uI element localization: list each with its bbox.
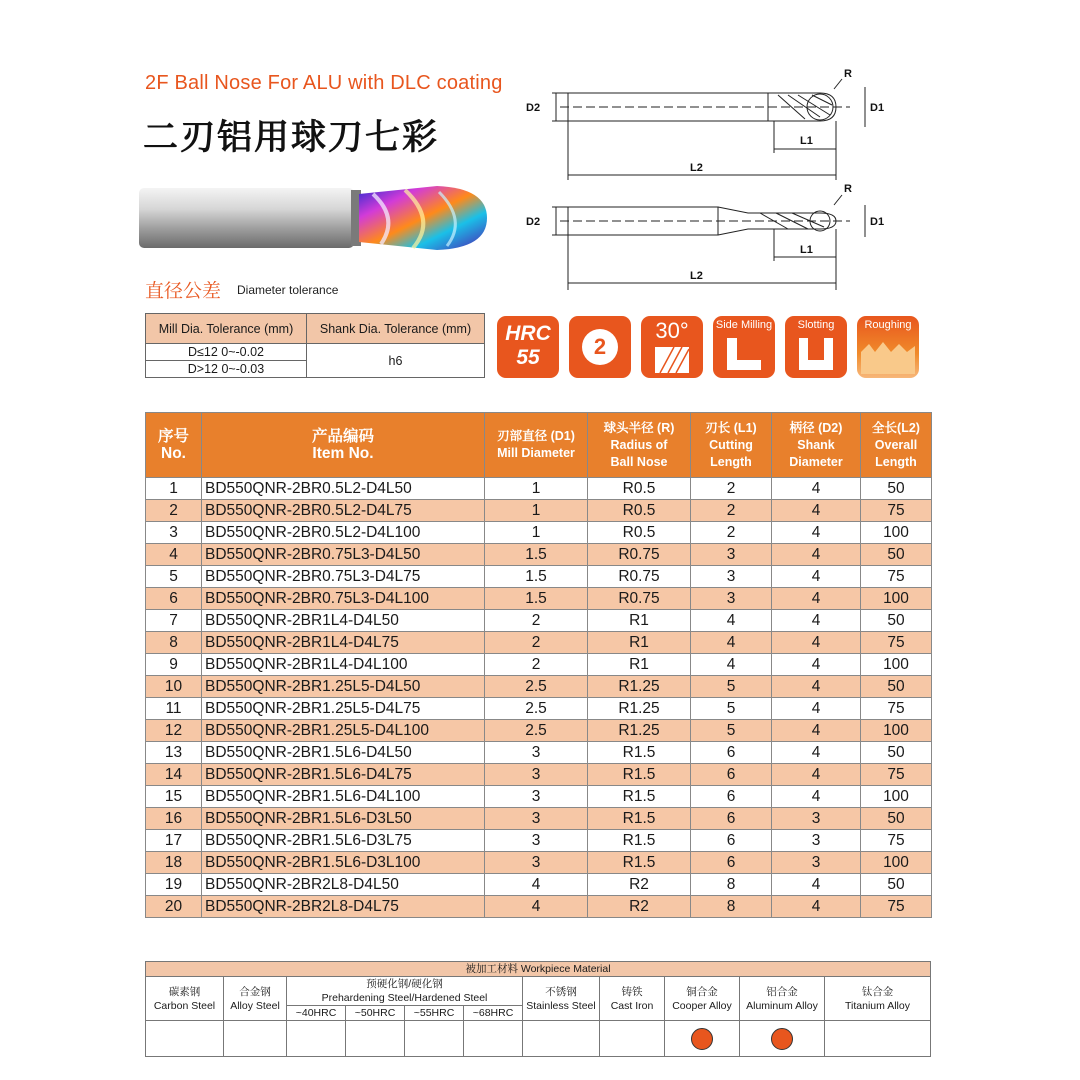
table-row bbox=[146, 852, 932, 874]
tolerance-table bbox=[145, 313, 485, 378]
material-alloy-en: Alloy Steel bbox=[230, 999, 280, 1012]
cell-radius: R0.75 bbox=[588, 588, 691, 610]
cell-mill-diameter: 2.5 bbox=[485, 720, 588, 742]
material-prehardening-en: Prehardening Steel/Hardened Steel bbox=[321, 992, 488, 1004]
cell-radius: R1.5 bbox=[588, 742, 691, 764]
table-row bbox=[146, 786, 932, 808]
cell-item-no: BD550QNR-2BR0.75L3-D4L50 bbox=[202, 544, 485, 566]
cell-radius: R1.5 bbox=[588, 786, 691, 808]
cell-cutting-length: 4 bbox=[691, 654, 772, 676]
table-row bbox=[146, 478, 932, 500]
header-item-en: Item No. bbox=[312, 445, 374, 462]
cell-no: 16 bbox=[146, 808, 202, 830]
cell-no: 7 bbox=[146, 610, 202, 632]
roughing-badge bbox=[857, 316, 919, 378]
cell-shank-diameter: 4 bbox=[772, 654, 861, 676]
cell-item-no: BD550QNR-2BR1L4-D4L100 bbox=[202, 654, 485, 676]
cell-radius: R1.5 bbox=[588, 764, 691, 786]
cell-shank-diameter: 4 bbox=[772, 896, 861, 918]
mark-carbon bbox=[146, 1021, 224, 1057]
cell-radius: R1 bbox=[588, 610, 691, 632]
cell-mill-diameter: 3 bbox=[485, 786, 588, 808]
table-row bbox=[146, 874, 932, 896]
cell-overall-length: 50 bbox=[861, 478, 932, 500]
cell-item-no: BD550QNR-2BR2L8-D4L50 bbox=[202, 874, 485, 896]
table-row bbox=[146, 544, 932, 566]
cell-shank-diameter: 4 bbox=[772, 566, 861, 588]
table-row bbox=[146, 808, 932, 830]
title-chinese: 二刃铝用球刀七彩 bbox=[143, 118, 440, 157]
header-l2-cn: 全长(L2) bbox=[872, 420, 920, 435]
tolerance-title-english: Diameter tolerance bbox=[237, 283, 339, 297]
cell-overall-length: 50 bbox=[861, 742, 932, 764]
mark-cast bbox=[600, 1021, 665, 1057]
tolerance-row: D≤12 0~-0.02 bbox=[146, 344, 307, 361]
cell-item-no: BD550QNR-2BR2L8-D4L75 bbox=[202, 896, 485, 918]
cell-item-no: BD550QNR-2BR0.5L2-D4L100 bbox=[202, 522, 485, 544]
table-row bbox=[146, 632, 932, 654]
flute-count: 2 bbox=[593, 334, 607, 359]
shank-tolerance-value: h6 bbox=[307, 344, 485, 378]
cell-cutting-length: 4 bbox=[691, 632, 772, 654]
product-table-body bbox=[146, 478, 932, 918]
material-prehardening-cn: 预硬化钢/硬化钢 bbox=[366, 978, 443, 990]
mark-hrc-55 bbox=[405, 1021, 464, 1057]
cell-item-no: BD550QNR-2BR0.5L2-D4L50 bbox=[202, 478, 485, 500]
cell-shank-diameter: 3 bbox=[772, 830, 861, 852]
cell-shank-diameter: 4 bbox=[772, 522, 861, 544]
recommended-dot-icon bbox=[691, 1028, 713, 1050]
cell-item-no: BD550QNR-2BR1.5L6-D3L75 bbox=[202, 830, 485, 852]
cell-cutting-length: 3 bbox=[691, 566, 772, 588]
cell-radius: R1 bbox=[588, 632, 691, 654]
header-l1-en1: Cutting bbox=[709, 437, 753, 452]
cell-overall-length: 100 bbox=[861, 588, 932, 610]
material-carbon bbox=[146, 977, 224, 1021]
cell-cutting-length: 5 bbox=[691, 720, 772, 742]
material-cast-en: Cast Iron bbox=[610, 999, 654, 1012]
mill-tolerance-header: Mill Dia. Tolerance (mm) bbox=[146, 314, 307, 344]
header-l1-en2: Length bbox=[710, 454, 752, 469]
flute-badge bbox=[569, 316, 631, 378]
side-milling-label: Side Milling bbox=[715, 319, 773, 331]
hrc-label: HRC bbox=[505, 322, 551, 345]
drawing1-l1-label: L1 bbox=[800, 135, 813, 147]
cell-overall-length: 75 bbox=[861, 830, 932, 852]
material-aluminum bbox=[740, 977, 825, 1021]
material-cast-iron bbox=[600, 977, 665, 1021]
side-milling-icon bbox=[725, 336, 763, 372]
table-row bbox=[146, 500, 932, 522]
cell-overall-length: 75 bbox=[861, 764, 932, 786]
slotting-icon bbox=[797, 336, 835, 372]
cell-shank-diameter: 4 bbox=[772, 676, 861, 698]
cell-shank-diameter: 4 bbox=[772, 720, 861, 742]
cell-cutting-length: 2 bbox=[691, 500, 772, 522]
workpiece-material-table bbox=[145, 961, 931, 1057]
material-copper bbox=[665, 977, 740, 1021]
header-l1-cn: 刃长 (L1) bbox=[705, 420, 757, 435]
cell-cutting-length: 6 bbox=[691, 742, 772, 764]
cell-radius: R1.5 bbox=[588, 852, 691, 874]
cell-item-no: BD550QNR-2BR1.5L6-D4L50 bbox=[202, 742, 485, 764]
mark-stainless bbox=[523, 1021, 600, 1057]
cell-overall-length: 50 bbox=[861, 676, 932, 698]
feature-badges bbox=[497, 316, 919, 378]
cell-mill-diameter: 2.5 bbox=[485, 698, 588, 720]
material-stainless bbox=[523, 977, 600, 1021]
cell-no: 3 bbox=[146, 522, 202, 544]
cell-overall-length: 100 bbox=[861, 786, 932, 808]
cell-shank-diameter: 4 bbox=[772, 544, 861, 566]
cell-item-no: BD550QNR-2BR1.25L5-D4L100 bbox=[202, 720, 485, 742]
cell-cutting-length: 5 bbox=[691, 698, 772, 720]
header-l2-en1: Overall bbox=[874, 437, 918, 452]
table-row bbox=[146, 676, 932, 698]
cell-overall-length: 75 bbox=[861, 698, 932, 720]
technical-drawing bbox=[520, 65, 900, 300]
cell-no: 4 bbox=[146, 544, 202, 566]
cell-radius: R0.75 bbox=[588, 544, 691, 566]
cell-radius: R0.5 bbox=[588, 522, 691, 544]
product-table bbox=[145, 412, 932, 918]
cell-shank-diameter: 4 bbox=[772, 478, 861, 500]
cell-overall-length: 50 bbox=[861, 874, 932, 896]
hrc-55: ~55HRC bbox=[405, 1006, 464, 1021]
cell-overall-length: 75 bbox=[861, 896, 932, 918]
cell-no: 10 bbox=[146, 676, 202, 698]
cell-item-no: BD550QNR-2BR1.25L5-D4L75 bbox=[202, 698, 485, 720]
cell-cutting-length: 5 bbox=[691, 676, 772, 698]
header-item bbox=[202, 413, 485, 478]
drawing2-l2-label: L2 bbox=[690, 270, 703, 282]
cell-no: 12 bbox=[146, 720, 202, 742]
drawing2-l1-label: L1 bbox=[800, 244, 813, 256]
cell-cutting-length: 8 bbox=[691, 874, 772, 896]
cell-radius: R1.5 bbox=[588, 830, 691, 852]
material-prehardening bbox=[287, 977, 523, 1006]
cell-item-no: BD550QNR-2BR0.75L3-D4L75 bbox=[202, 566, 485, 588]
cell-mill-diameter: 3 bbox=[485, 808, 588, 830]
cell-item-no: BD550QNR-2BR1.5L6-D3L50 bbox=[202, 808, 485, 830]
mark-hrc-40 bbox=[287, 1021, 346, 1057]
material-titanium-cn: 钛合金 bbox=[861, 985, 894, 998]
cell-shank-diameter: 4 bbox=[772, 874, 861, 896]
drawing2-d2-label: D2 bbox=[526, 216, 541, 228]
cell-item-no: BD550QNR-2BR1.5L6-D4L100 bbox=[202, 786, 485, 808]
cell-shank-diameter: 4 bbox=[772, 764, 861, 786]
table-row bbox=[146, 896, 932, 918]
cell-shank-diameter: 4 bbox=[772, 698, 861, 720]
cell-shank-diameter: 3 bbox=[772, 808, 861, 830]
header-l2 bbox=[861, 413, 932, 478]
cell-radius: R2 bbox=[588, 896, 691, 918]
hrc-68: ~68HRC bbox=[464, 1006, 523, 1021]
cell-radius: R1.25 bbox=[588, 720, 691, 742]
mark-hrc-68 bbox=[464, 1021, 523, 1057]
table-row bbox=[146, 566, 932, 588]
cell-cutting-length: 6 bbox=[691, 808, 772, 830]
cell-no: 11 bbox=[146, 698, 202, 720]
cell-mill-diameter: 3 bbox=[485, 764, 588, 786]
header-d2-en1: Shank bbox=[797, 437, 835, 452]
header-d2 bbox=[772, 413, 861, 478]
cell-cutting-length: 3 bbox=[691, 544, 772, 566]
cell-mill-diameter: 4 bbox=[485, 896, 588, 918]
cell-cutting-length: 6 bbox=[691, 852, 772, 874]
cell-radius: R0.5 bbox=[588, 478, 691, 500]
header-no-en: No. bbox=[161, 445, 186, 462]
header-d1-cn: 刃部直径 (D1) bbox=[497, 429, 575, 443]
material-cast-cn: 铸铁 bbox=[621, 985, 643, 998]
hrc-40: ~40HRC bbox=[287, 1006, 346, 1021]
cell-shank-diameter: 4 bbox=[772, 786, 861, 808]
table-row bbox=[146, 588, 932, 610]
mark-hrc-50 bbox=[346, 1021, 405, 1057]
cell-no: 17 bbox=[146, 830, 202, 852]
cell-item-no: BD550QNR-2BR0.5L2-D4L75 bbox=[202, 500, 485, 522]
table-row bbox=[146, 610, 932, 632]
mark-alloy bbox=[224, 1021, 287, 1057]
cell-mill-diameter: 1 bbox=[485, 500, 588, 522]
cell-overall-length: 75 bbox=[861, 632, 932, 654]
header-r bbox=[588, 413, 691, 478]
helix-angle-value: 30° bbox=[655, 318, 689, 343]
cell-item-no: BD550QNR-2BR0.75L3-D4L100 bbox=[202, 588, 485, 610]
cell-mill-diameter: 3 bbox=[485, 830, 588, 852]
cell-mill-diameter: 1.5 bbox=[485, 588, 588, 610]
cell-shank-diameter: 4 bbox=[772, 500, 861, 522]
slotting-badge bbox=[785, 316, 847, 378]
cell-mill-diameter: 2 bbox=[485, 632, 588, 654]
cell-radius: R1.5 bbox=[588, 808, 691, 830]
hrc-badge bbox=[497, 316, 559, 378]
cell-mill-diameter: 1 bbox=[485, 478, 588, 500]
cell-mill-diameter: 4 bbox=[485, 874, 588, 896]
hrc-50: ~50HRC bbox=[346, 1006, 405, 1021]
cell-shank-diameter: 4 bbox=[772, 742, 861, 764]
slotting-label: Slotting bbox=[797, 319, 835, 331]
drawing1-l2-label: L2 bbox=[690, 162, 703, 174]
header-d1-en: Mill Diameter bbox=[497, 446, 575, 460]
cell-overall-length: 75 bbox=[861, 500, 932, 522]
cell-overall-length: 100 bbox=[861, 720, 932, 742]
recommended-dot-icon bbox=[771, 1028, 793, 1050]
cell-mill-diameter: 3 bbox=[485, 852, 588, 874]
side-milling-badge bbox=[713, 316, 775, 378]
table-row bbox=[146, 764, 932, 786]
product-image bbox=[137, 180, 502, 258]
tolerance-title-chinese: 直径公差 bbox=[145, 281, 222, 302]
cell-no: 8 bbox=[146, 632, 202, 654]
cell-cutting-length: 2 bbox=[691, 478, 772, 500]
cell-radius: R0.5 bbox=[588, 500, 691, 522]
header-r-cn: 球头半径 (R) bbox=[603, 420, 675, 435]
table-row bbox=[146, 522, 932, 544]
roughing-icon bbox=[861, 338, 915, 374]
mark-copper bbox=[665, 1021, 740, 1057]
helix-angle-badge bbox=[641, 316, 703, 378]
cell-cutting-length: 2 bbox=[691, 522, 772, 544]
cell-no: 15 bbox=[146, 786, 202, 808]
cell-item-no: BD550QNR-2BR1L4-D4L75 bbox=[202, 632, 485, 654]
cell-cutting-length: 6 bbox=[691, 764, 772, 786]
cell-no: 9 bbox=[146, 654, 202, 676]
table-row bbox=[146, 654, 932, 676]
material-aluminum-cn: 铝合金 bbox=[766, 985, 798, 998]
hrc-value: 55 bbox=[516, 346, 540, 369]
table-row bbox=[146, 720, 932, 742]
drawing2-d1-label: D1 bbox=[870, 216, 885, 228]
cell-cutting-length: 6 bbox=[691, 830, 772, 852]
cell-cutting-length: 4 bbox=[691, 610, 772, 632]
header-r-en2: Ball Nose bbox=[610, 454, 668, 469]
cell-overall-length: 100 bbox=[861, 852, 932, 874]
cell-shank-diameter: 3 bbox=[772, 852, 861, 874]
drawing2-r-label: R bbox=[844, 183, 852, 195]
cell-mill-diameter: 3 bbox=[485, 742, 588, 764]
material-stainless-cn: 不锈钢 bbox=[545, 985, 577, 998]
mark-aluminum bbox=[740, 1021, 825, 1057]
material-title: 被加工材料 Workpiece Material bbox=[146, 962, 931, 977]
cell-no: 14 bbox=[146, 764, 202, 786]
drawing1-d2-label: D2 bbox=[526, 102, 541, 114]
header-no-cn: 序号 bbox=[157, 428, 189, 445]
helix-icon bbox=[654, 346, 690, 374]
cell-overall-length: 50 bbox=[861, 808, 932, 830]
cell-overall-length: 50 bbox=[861, 610, 932, 632]
cell-shank-diameter: 4 bbox=[772, 588, 861, 610]
material-copper-en: Cooper Alloy bbox=[672, 999, 732, 1012]
header-item-cn: 产品编码 bbox=[311, 428, 374, 445]
table-row bbox=[146, 698, 932, 720]
cell-shank-diameter: 4 bbox=[772, 610, 861, 632]
mark-titanium bbox=[825, 1021, 931, 1057]
material-alloy bbox=[224, 977, 287, 1021]
cell-overall-length: 100 bbox=[861, 522, 932, 544]
cell-cutting-length: 3 bbox=[691, 588, 772, 610]
cell-mill-diameter: 1 bbox=[485, 522, 588, 544]
cell-item-no: BD550QNR-2BR1L4-D4L50 bbox=[202, 610, 485, 632]
material-carbon-cn: 碳素钢 bbox=[168, 985, 201, 998]
drawing1-r-label: R bbox=[844, 68, 852, 80]
cell-overall-length: 50 bbox=[861, 544, 932, 566]
cell-no: 18 bbox=[146, 852, 202, 874]
cell-overall-length: 100 bbox=[861, 654, 932, 676]
cell-no: 6 bbox=[146, 588, 202, 610]
cell-no: 2 bbox=[146, 500, 202, 522]
material-carbon-en: Carbon Steel bbox=[153, 999, 216, 1012]
cell-no: 20 bbox=[146, 896, 202, 918]
cell-mill-diameter: 2 bbox=[485, 654, 588, 676]
material-copper-cn: 铜合金 bbox=[686, 985, 718, 998]
header-l1 bbox=[691, 413, 772, 478]
cell-mill-diameter: 1.5 bbox=[485, 566, 588, 588]
material-aluminum-en: Aluminum Alloy bbox=[746, 999, 818, 1012]
cell-shank-diameter: 4 bbox=[772, 632, 861, 654]
cell-item-no: BD550QNR-2BR1.5L6-D3L100 bbox=[202, 852, 485, 874]
cell-radius: R1.25 bbox=[588, 698, 691, 720]
cell-no: 5 bbox=[146, 566, 202, 588]
cell-item-no: BD550QNR-2BR1.25L5-D4L50 bbox=[202, 676, 485, 698]
cell-radius: R1 bbox=[588, 654, 691, 676]
cell-item-no: BD550QNR-2BR1.5L6-D4L75 bbox=[202, 764, 485, 786]
table-row bbox=[146, 742, 932, 764]
cell-radius: R1.25 bbox=[588, 676, 691, 698]
roughing-label: Roughing bbox=[864, 319, 912, 331]
header-d2-en2: Diameter bbox=[789, 454, 843, 469]
header-d2-cn: 柄径 (D2) bbox=[789, 420, 843, 435]
header-d1 bbox=[485, 413, 588, 478]
cell-mill-diameter: 2.5 bbox=[485, 676, 588, 698]
cell-no: 19 bbox=[146, 874, 202, 896]
material-stainless-en: Stainless Steel bbox=[526, 999, 596, 1012]
cell-radius: R2 bbox=[588, 874, 691, 896]
title-english: 2F Ball Nose For ALU with DLC coating bbox=[145, 72, 503, 94]
tolerance-row: D>12 0~-0.03 bbox=[146, 361, 307, 378]
table-row bbox=[146, 830, 932, 852]
cell-radius: R0.75 bbox=[588, 566, 691, 588]
cell-cutting-length: 6 bbox=[691, 786, 772, 808]
cell-mill-diameter: 2 bbox=[485, 610, 588, 632]
cell-no: 1 bbox=[146, 478, 202, 500]
cell-cutting-length: 8 bbox=[691, 896, 772, 918]
header-l2-en2: Length bbox=[875, 454, 917, 469]
material-alloy-cn: 合金钢 bbox=[239, 985, 271, 998]
shank-tolerance-header: Shank Dia. Tolerance (mm) bbox=[307, 314, 485, 344]
cell-no: 13 bbox=[146, 742, 202, 764]
header-r-en1: Radius of bbox=[610, 437, 668, 452]
material-titanium bbox=[825, 977, 931, 1021]
cell-mill-diameter: 1.5 bbox=[485, 544, 588, 566]
header-no bbox=[146, 413, 202, 478]
drawing1-d1-label: D1 bbox=[870, 102, 885, 114]
cell-overall-length: 75 bbox=[861, 566, 932, 588]
material-titanium-en: Titanium Alloy bbox=[845, 999, 910, 1012]
